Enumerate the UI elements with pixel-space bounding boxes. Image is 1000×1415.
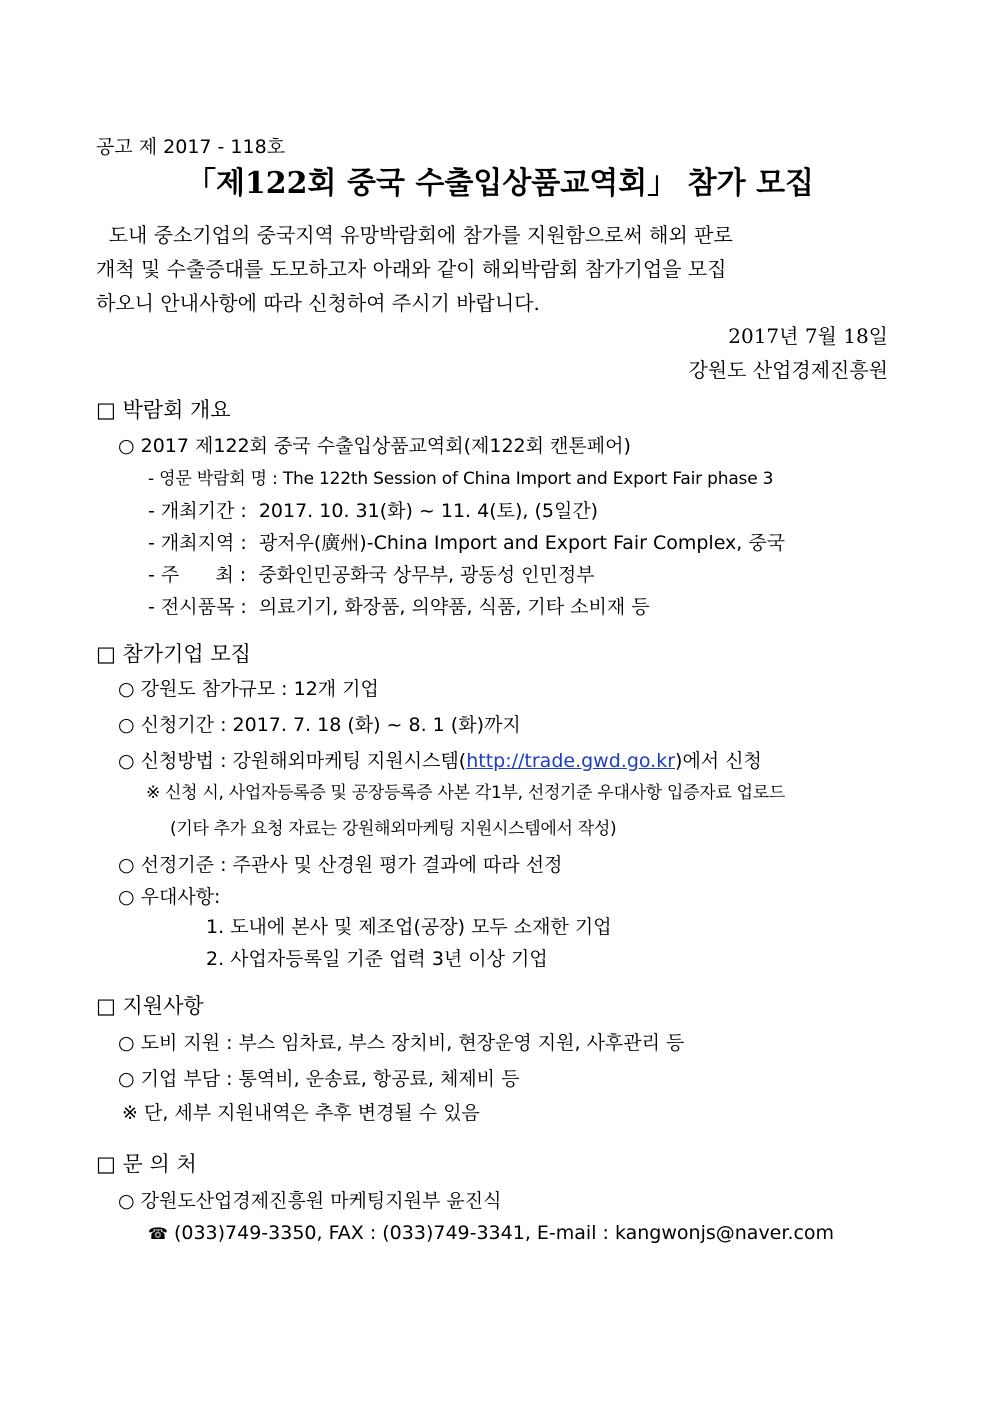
support-note: ※ 단, 세부 지원내역은 추후 변경될 수 있음 [122, 1102, 480, 1124]
recruit-preference: ○ 우대사항: [118, 886, 221, 908]
preference-item-2: 2. 사업자등록일 기준 업력 3년 이상 기업 [206, 948, 548, 970]
notice-number: 공고 제 2017 - 118호 [96, 136, 286, 158]
page-title: 「제122회 중국 수출입상품교역회」 참가 모집 [185, 166, 815, 201]
telephone-icon: ☎ [148, 1224, 168, 1243]
recruit-method-suffix: )에서 신청 [675, 750, 762, 772]
recruit-method-prefix: ○ 신청방법 : 강원해외마케팅 지원시스템( [118, 750, 467, 772]
contact-details: (033)749-3350, FAX : (033)749-3341, E-mail : kangwonjs@naver.com [173, 1222, 835, 1244]
section-heading-support: □ 지원사항 [96, 994, 204, 1018]
intro-line-3: 하오니 안내사항에 따라 신청하여 주시기 바랍니다. [96, 291, 540, 315]
preference-item-1: 1. 도내에 본사 및 제조업(공장) 모두 소재한 기업 [206, 916, 612, 938]
recruit-method [118, 748, 762, 774]
contact-org: ○ 강원도산업경제진흥원 마케팅지원부 윤진식 [118, 1190, 502, 1212]
recruit-note-extra: (기타 추가 요청 자료는 강원해외마케팅 지원시스템에서 작성) [170, 819, 617, 839]
section-heading-overview: □ 박람회 개요 [96, 398, 231, 422]
recruit-scale: ○ 강원도 참가규모 : 12개 기업 [118, 678, 379, 700]
overview-bullet: ○ 2017 제122회 중국 수출입상품교역회(제122회 캔톤페어) [118, 435, 631, 457]
issuer: 강원도 산업경제진흥원 [688, 358, 888, 382]
support-item-province: ○ 도비 지원 : 부스 임차료, 부스 장치비, 현장운영 지원, 사후관리 등 [118, 1032, 685, 1054]
overview-item-host: - 주 최 : 중화인민공화국 상무부, 광동성 인민정부 [148, 564, 595, 586]
recruit-period: ○ 신청기간 : 2017. 7. 18 (화) ~ 8. 1 (화)까지 [118, 714, 521, 736]
intro-line-2: 개척 및 수출증대를 도모하고자 아래와 같이 해외박람회 참가기업을 모집 [96, 257, 727, 281]
overview-item-period: - 개최기간 : 2017. 10. 31(화) ~ 11. 4(토), (5일간) [148, 500, 599, 522]
intro-line-1: 도내 중소기업의 중국지역 유망박람회에 참가를 지원함으로써 해외 판로 [96, 223, 733, 247]
contact-details-line [148, 1220, 834, 1247]
recruit-note-upload: ※ 신청 시, 사업자등록증 및 공장등록증 사본 각1부, 선정기준 우대사항 입증자료 업로드 [146, 783, 785, 803]
notice-date: 2017년 7월 18일 [728, 324, 888, 348]
section-heading-recruit: □ 참가기업 모집 [96, 642, 251, 666]
trade-site-link[interactable]: http://trade.gwd.go.kr [466, 750, 676, 772]
overview-item-location: - 개최지역 : 광저우(廣州)-China Import and Export Fair Complex, 중국 [148, 532, 786, 554]
overview-item-english-name: - 영문 박람회 명 : The 122th Session of China Import and Export Fair phase 3 [148, 469, 774, 489]
support-item-company: ○ 기업 부담 : 통역비, 운송료, 항공료, 체제비 등 [118, 1068, 520, 1090]
section-heading-contact: □ 문 의 처 [96, 1152, 197, 1176]
recruit-criteria: ○ 선정기준 : 주관사 및 산경원 평가 결과에 따라 선정 [118, 854, 563, 876]
overview-item-exhibits: - 전시품목 : 의료기기, 화장품, 의약품, 식품, 기타 소비재 등 [148, 596, 650, 618]
